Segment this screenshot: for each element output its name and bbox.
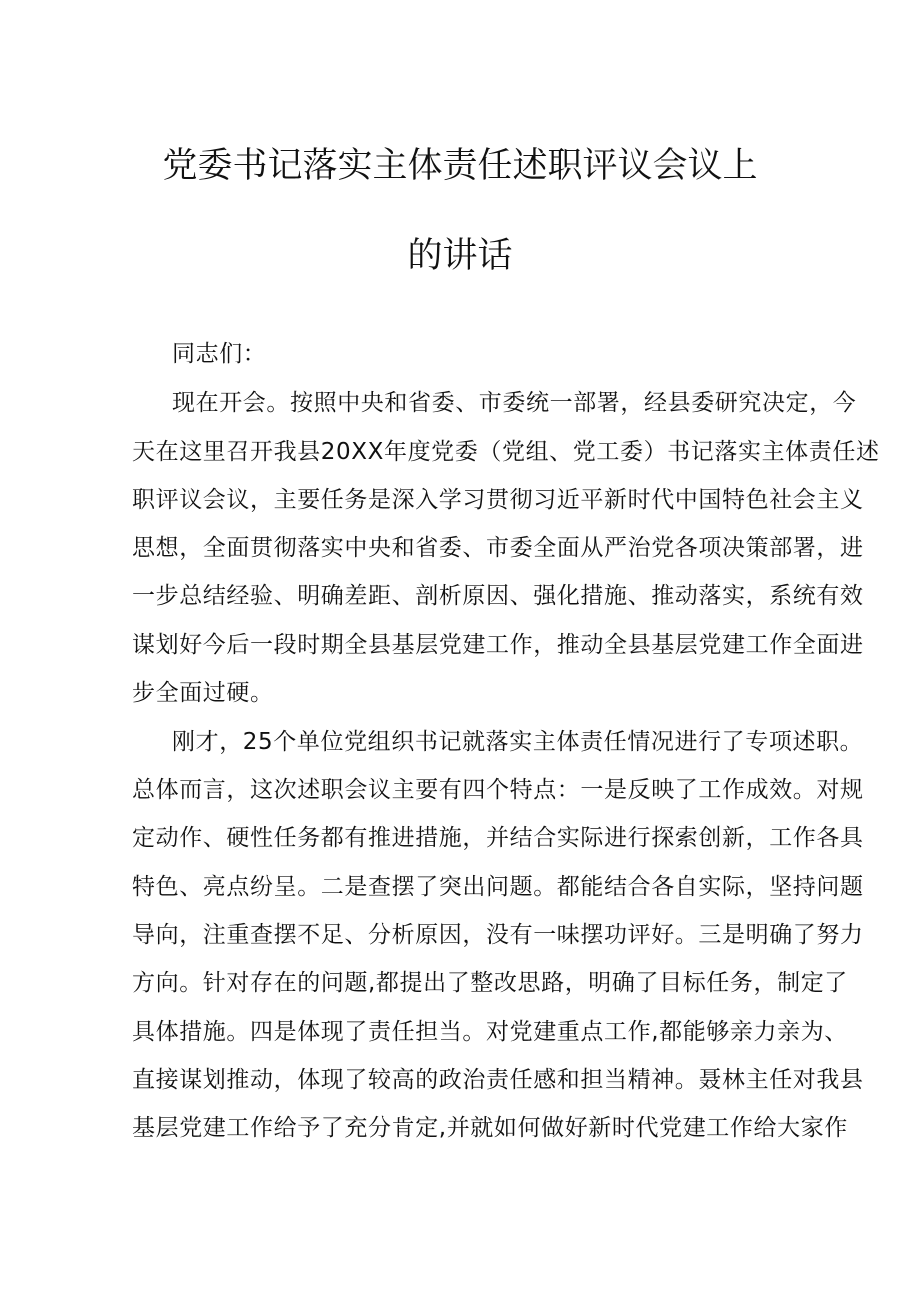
paragraph-line: 定动作、硬性任务都有推进措施，并结合实际进行探索创新，工作各具 — [132, 825, 864, 851]
paragraph-line: 导向，注重查摆不足、分析原因，没有一味摆功评好。三是明确了努力 — [132, 922, 864, 948]
paragraph-line: 基层党建工作给予了充分肯定,并就如何做好新时代党建工作给大家作 — [132, 1115, 848, 1141]
document-title-line-2: 的讲话 — [407, 236, 513, 276]
paragraph-line: 特色、亮点纷呈。二是查摆了突出问题。都能结合各自实际，坚持问题 — [132, 874, 864, 900]
paragraph-line: 具体措施。四是体现了责任担当。对党建重点工作,都能够亲力亲为、 — [132, 1019, 848, 1045]
document-title-line-1: 党委书记落实主体责任述职评议会议上 — [162, 146, 758, 186]
paragraph-line: 直接谋划推动，体现了较高的政治责任感和担当精神。聂林主任对我县 — [132, 1067, 864, 1093]
paragraph-line: 一步总结经验、明确差距、剖析原因、强化措施、推动落实，系统有效 — [132, 583, 864, 609]
paragraph-line: 方向。针对存在的问题,都提出了整改思路，明确了目标任务，制定了 — [132, 970, 848, 996]
paragraph-line: 天在这里召开我县20XX年度党委（党组、党工委）书记落实主体责任述 — [132, 439, 880, 465]
paragraph-line: 刚才，25个单位党组织书记就落实主体责任情况进行了专项述职。 — [172, 729, 864, 755]
paragraph-line: 总体而言，这次述职会议主要有四个特点：一是反映了工作成效。对规 — [132, 777, 864, 803]
document-body — [132, 0, 880, 1301]
paragraph-line: 现在开会。按照中央和省委、市委统一部署，经县委研究决定，今 — [172, 390, 857, 416]
paragraph-line: 谋划好今后一段时期全县基层党建工作，推动全县基层党建工作全面进 — [132, 632, 864, 658]
salutation: 同志们： — [172, 341, 267, 367]
paragraph-line: 职评议会议，主要任务是深入学习贯彻习近平新时代中国特色社会主义 — [132, 487, 864, 513]
paragraph-line: 思想，全面贯彻落实中央和省委、市委全面从严治党各项决策部署，进 — [132, 535, 864, 561]
paragraph-line: 步全面过硬。 — [132, 680, 274, 706]
